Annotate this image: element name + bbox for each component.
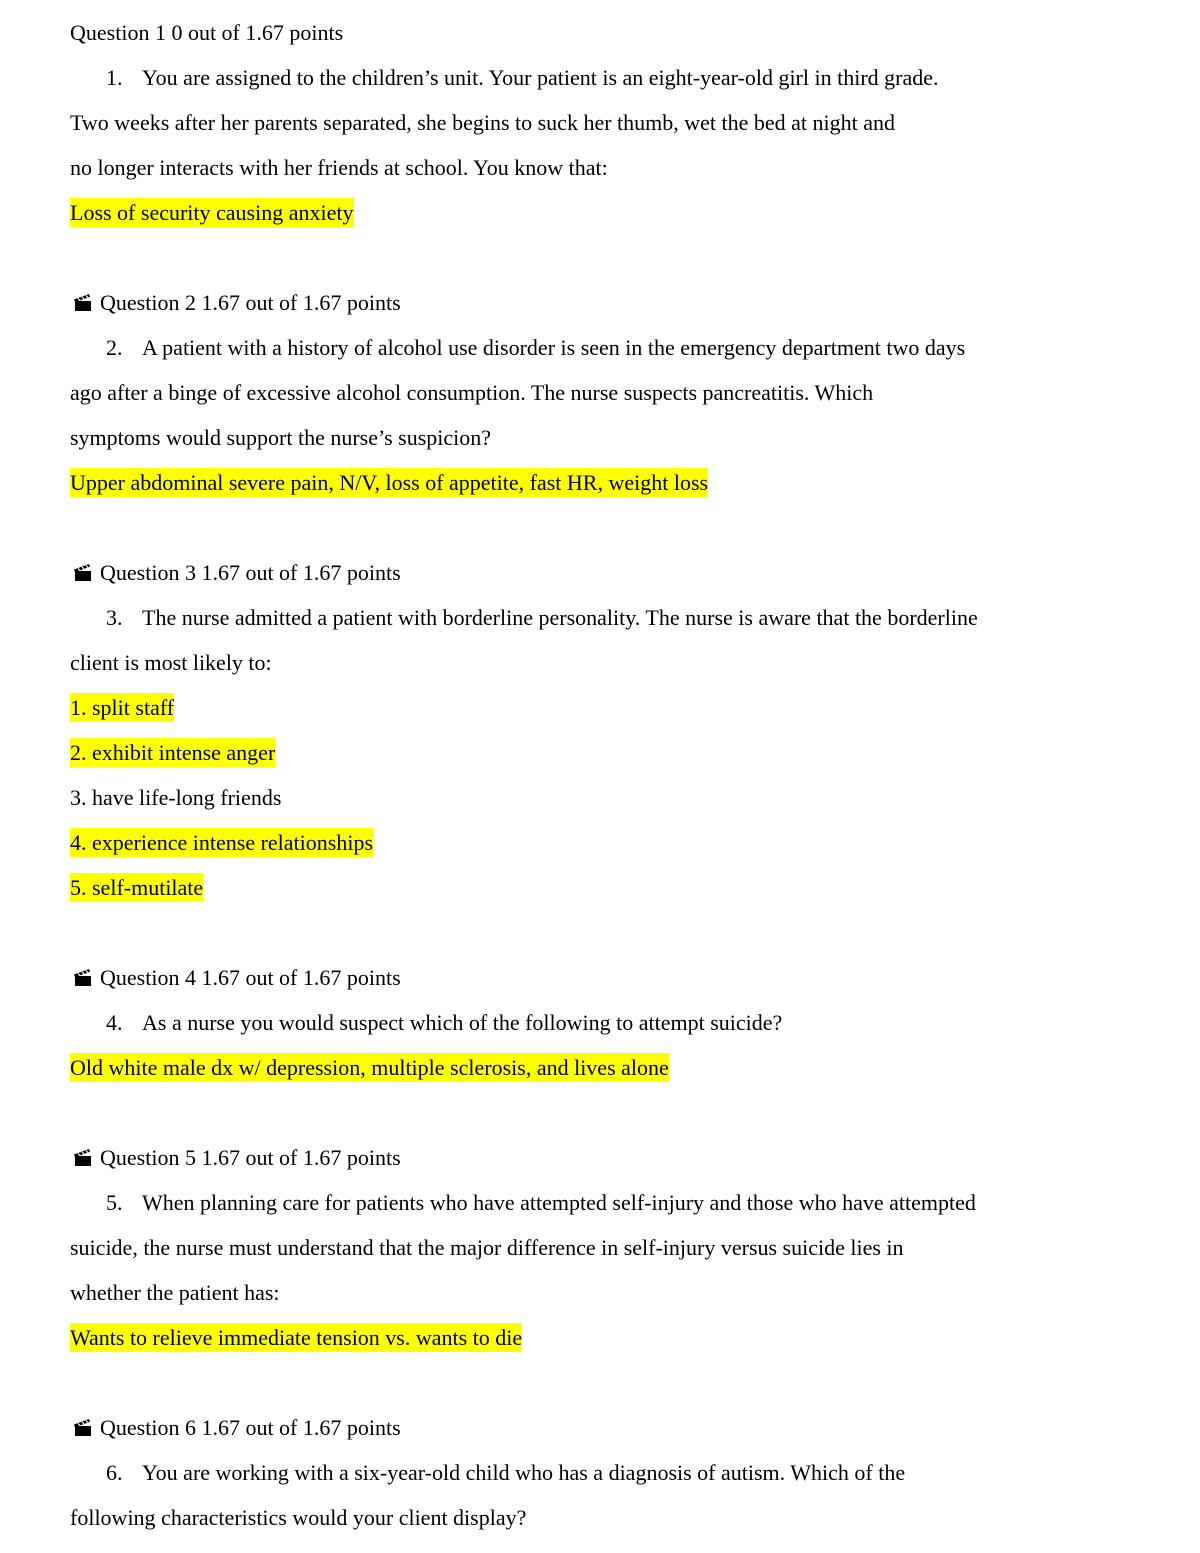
- question-6-heading-row: [70, 1405, 1140, 1450]
- question-2-answer-line: [70, 460, 1140, 505]
- question-3-option-2: 2. exhibit intense anger: [70, 740, 276, 765]
- question-2-heading: Question 2 1.67 out of 1.67 points: [100, 290, 401, 315]
- question-4-answer: Old white male dx w/ depression, multiple sclerosis, and lives alone: [70, 1055, 669, 1080]
- question-2-prompt-text-1: A patient with a history of alcohol use disorder is seen in the emergency department two days: [142, 335, 966, 360]
- question-6-heading: Question 6 1.67 out of 1.67 points: [100, 1415, 401, 1440]
- question-1-prompt-line-1: [70, 55, 1140, 100]
- question-3-option-5-line: [70, 865, 1140, 910]
- question-6-prompt-line-2: following characteristics would your client display?: [70, 1505, 527, 1530]
- question-3-prompt-line-2: client is most likely to:: [70, 650, 272, 675]
- question-2-heading-row: [70, 280, 1140, 325]
- question-3-number: 3.: [106, 605, 123, 630]
- question-5-prompt-line-2: suicide, the nurse must understand that the major difference in self-injury versus suicide lies in: [70, 1235, 904, 1260]
- question-1-answer: Loss of security causing anxiety: [70, 200, 354, 225]
- question-3-heading-row: [70, 550, 1140, 595]
- question-3-heading: Question 3 1.67 out of 1.67 points: [100, 560, 401, 585]
- question-5-prompt-text-1: When planning care for patients who have attempted self-injury and those who have attempted: [142, 1190, 976, 1215]
- question-5-prompt-line-3: whether the patient has:: [70, 1280, 280, 1305]
- question-5-heading-row: [70, 1135, 1140, 1180]
- question-6-prompt-text-1: You are working with a six-year-old child who has a diagnosis of autism. Which of the: [142, 1460, 906, 1485]
- question-3-prompt-text-1: The nurse admitted a patient with borderline personality. The nurse is aware that the borderline: [142, 605, 978, 630]
- spacer: [70, 235, 1140, 280]
- question-2-answer: Upper abdominal severe pain, N/V, loss of appetite, fast HR, weight loss: [70, 470, 709, 495]
- question-6-number: 6.: [106, 1460, 123, 1485]
- question-4-number: 4.: [106, 1010, 123, 1035]
- question-3-option-4-line: [70, 820, 1140, 865]
- clapperboard-icon: [73, 293, 93, 313]
- spacer: [70, 1090, 1140, 1135]
- question-4-answer-line: [70, 1045, 1140, 1090]
- clapperboard-icon: [73, 563, 93, 583]
- question-1-number: 1.: [106, 65, 123, 90]
- spacer: [70, 1360, 1140, 1405]
- question-3-option-1: 1. split staff: [70, 695, 175, 720]
- question-2-number: 2.: [106, 335, 123, 360]
- document-page: [70, 10, 1140, 1540]
- question-5-number: 5.: [106, 1190, 123, 1215]
- question-6-prompt-line-1: [70, 1450, 1140, 1495]
- question-3-option-2-line: [70, 730, 1140, 775]
- clapperboard-icon: [73, 968, 93, 988]
- question-3-prompt-line-1: [70, 595, 1140, 640]
- spacer: [70, 910, 1140, 955]
- question-3-option-3-line: [70, 775, 1140, 820]
- question-5-heading: Question 5 1.67 out of 1.67 points: [100, 1145, 401, 1170]
- question-3-option-5: 5. self-mutilate: [70, 875, 204, 900]
- question-3-option-1-line: [70, 685, 1140, 730]
- question-3-option-3: 3. have life-long friends: [70, 785, 282, 810]
- question-1-heading: Question 1 0 out of 1.67 points: [70, 20, 344, 45]
- clapperboard-icon: [73, 1148, 93, 1168]
- question-4-prompt-text-1: As a nurse you would suspect which of the following to attempt suicide?: [142, 1010, 783, 1035]
- question-3-option-4: 4. experience intense relationships: [70, 830, 374, 855]
- question-5-prompt-line-1: [70, 1180, 1140, 1225]
- question-1-prompt-line-2: Two weeks after her parents separated, she begins to suck her thumb, wet the bed at night and: [70, 110, 896, 135]
- question-4-prompt-line-1: [70, 1000, 1140, 1045]
- question-4-heading-row: [70, 955, 1140, 1000]
- spacer: [70, 505, 1140, 550]
- clapperboard-icon: [73, 1418, 93, 1438]
- question-2-prompt-line-1: [70, 325, 1140, 370]
- question-1-prompt-line-3: no longer interacts with her friends at school. You know that:: [70, 155, 608, 180]
- question-2-prompt-line-2: ago after a binge of excessive alcohol consumption. The nurse suspects pancreatitis. Which: [70, 380, 874, 405]
- question-5-answer-line: [70, 1315, 1140, 1360]
- question-1-answer-line: [70, 190, 1140, 235]
- question-2-prompt-line-3: symptoms would support the nurse’s suspicion?: [70, 425, 492, 450]
- question-5-answer: Wants to relieve immediate tension vs. wants to die: [70, 1325, 523, 1350]
- question-1-prompt-text-1: You are assigned to the children’s unit. Your patient is an eight-year-old girl in third grade.: [142, 65, 939, 90]
- question-4-heading: Question 4 1.67 out of 1.67 points: [100, 965, 401, 990]
